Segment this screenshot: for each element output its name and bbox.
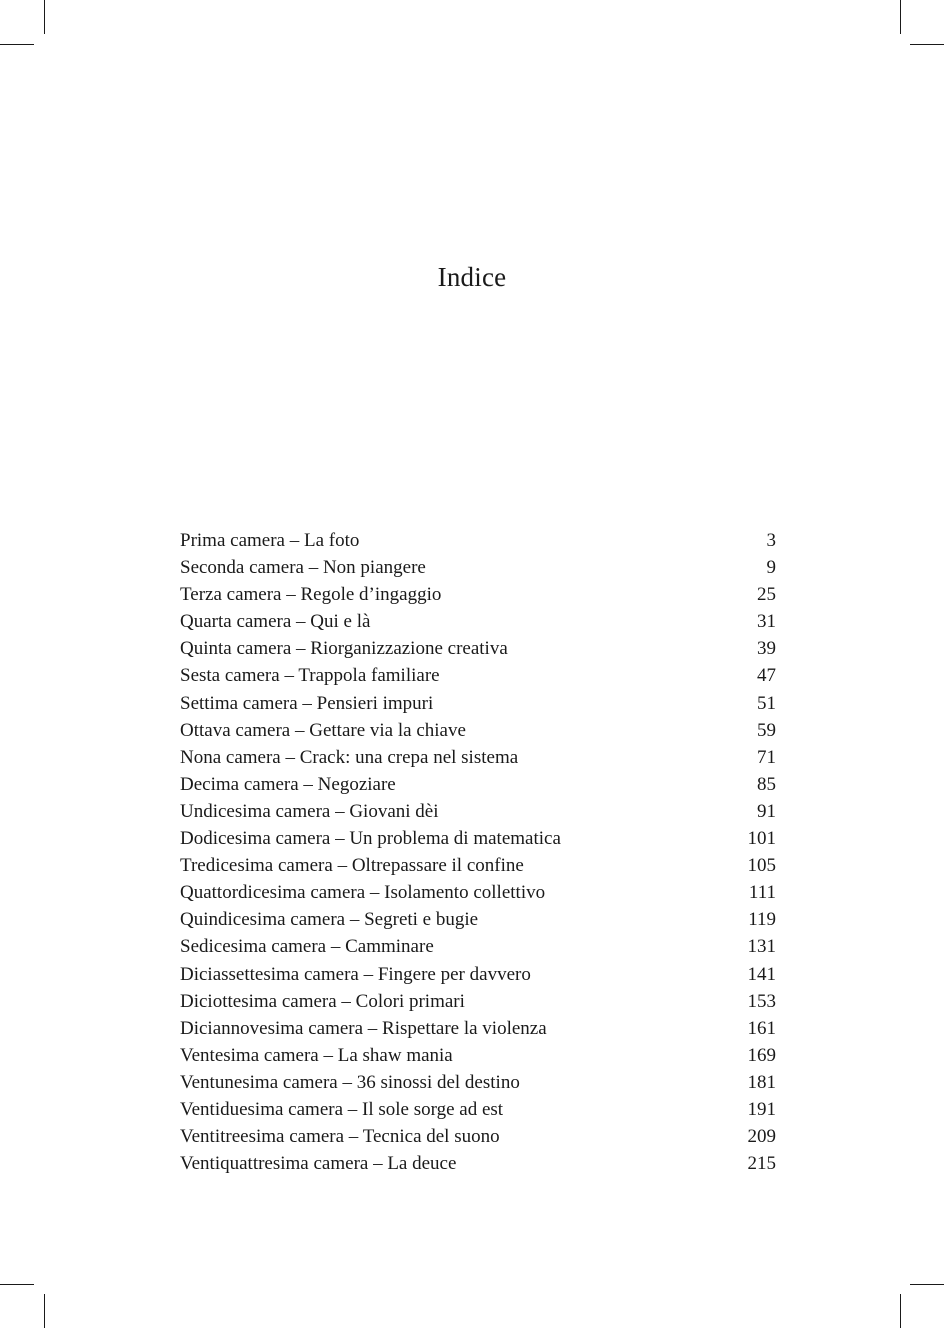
crop-mark-bottom-left-vertical bbox=[44, 1294, 45, 1328]
toc-entry bbox=[180, 961, 776, 988]
toc-entry-page-number: 141 bbox=[747, 963, 776, 985]
toc-entry-page-number: 25 bbox=[757, 584, 776, 606]
toc-entry bbox=[180, 1015, 776, 1042]
toc-entry bbox=[180, 662, 776, 689]
toc-entry-page-number: 51 bbox=[757, 692, 776, 714]
toc-entry-title: Quindicesima camera – Segreti e bugie bbox=[180, 909, 479, 931]
toc-entry-page-number: 181 bbox=[747, 1071, 776, 1093]
toc-entry bbox=[180, 1069, 776, 1096]
toc-entry-title: Quattordicesima camera – Isolamento collettivo bbox=[180, 882, 546, 904]
toc-entry-page-number: 101 bbox=[747, 828, 776, 850]
toc-entry bbox=[180, 717, 776, 744]
toc-entry-title: Ventunesima camera – 36 sinossi del destino bbox=[180, 1071, 520, 1093]
toc-entry-title: Undicesima camera – Giovani dèi bbox=[180, 800, 439, 822]
toc-entry-title: Ottava camera – Gettare via la chiave bbox=[180, 719, 466, 741]
toc-entry-title: Diciottesima camera – Colori primari bbox=[180, 990, 465, 1012]
toc-entry-page-number: 85 bbox=[757, 773, 776, 795]
toc-entry-title: Quinta camera – Riorganizzazione creativa bbox=[180, 638, 508, 660]
toc-entry bbox=[180, 798, 776, 825]
crop-mark-top-left-horizontal bbox=[0, 44, 34, 45]
toc-entry bbox=[180, 690, 776, 717]
toc-entry-title: Ventiquattresima camera – La deuce bbox=[180, 1153, 457, 1175]
toc-entry bbox=[180, 825, 776, 852]
toc-entry bbox=[180, 1123, 776, 1150]
page-title: Indice bbox=[437, 262, 507, 292]
toc-entry bbox=[180, 933, 776, 960]
toc-entry-page-number: 111 bbox=[748, 882, 776, 904]
toc-entry-page-number: 39 bbox=[757, 638, 776, 660]
toc-entry-title: Sesta camera – Trappola familiare bbox=[180, 665, 440, 687]
toc-entry-title: Tredicesima camera – Oltrepassare il confine bbox=[180, 855, 524, 877]
toc-entry-title: Quarta camera – Qui e là bbox=[180, 611, 371, 633]
toc-entry-title: Diciannovesima camera – Rispettare la violenza bbox=[180, 1017, 547, 1039]
toc-entry bbox=[180, 1150, 776, 1177]
toc-entry-title: Prima camera – La foto bbox=[180, 530, 360, 551]
toc-entry-page-number: 71 bbox=[757, 746, 776, 768]
toc-entry bbox=[180, 988, 776, 1015]
toc-entry-page-number: 209 bbox=[747, 1126, 776, 1148]
crop-mark-top-right-vertical bbox=[900, 0, 901, 34]
toc-entry-page-number: 31 bbox=[757, 611, 776, 633]
toc-entry bbox=[180, 906, 776, 933]
toc-entry-page-number: 169 bbox=[747, 1044, 776, 1066]
crop-mark-top-right-horizontal bbox=[910, 44, 944, 45]
toc-entry-title: Dodicesima camera – Un problema di matematica bbox=[180, 828, 561, 850]
toc-entry-page-number: 9 bbox=[766, 557, 776, 579]
toc-entry-page-number: 161 bbox=[747, 1017, 776, 1039]
toc-entry-page-number: 215 bbox=[747, 1153, 776, 1175]
toc-entry-page-number: 105 bbox=[747, 855, 776, 877]
toc-entry bbox=[180, 608, 776, 635]
toc-entry-title: Settima camera – Pensieri impuri bbox=[180, 692, 434, 714]
toc-entry-title: Terza camera – Regole d’ingaggio bbox=[180, 584, 442, 606]
toc-entry-page-number: 47 bbox=[757, 665, 776, 687]
toc-entry bbox=[180, 771, 776, 798]
toc-entry bbox=[180, 1096, 776, 1123]
toc-entry-page-number: 119 bbox=[748, 909, 776, 931]
toc-entry-title: Seconda camera – Non piangere bbox=[180, 557, 426, 579]
toc-entry-page-number: 91 bbox=[757, 800, 776, 822]
toc-entry-title: Decima camera – Negoziare bbox=[180, 773, 396, 795]
crop-mark-bottom-left-horizontal bbox=[0, 1284, 34, 1285]
toc-entry bbox=[180, 744, 776, 771]
crop-mark-bottom-right-horizontal bbox=[910, 1284, 944, 1285]
toc-entry-title: Ventitreesima camera – Tecnica del suono bbox=[180, 1126, 500, 1148]
toc-entry bbox=[180, 879, 776, 906]
toc-entry-page-number: 153 bbox=[747, 990, 776, 1012]
toc-entry bbox=[180, 635, 776, 662]
toc-entry-title: Ventiduesima camera – Il sole sorge ad est bbox=[180, 1098, 504, 1120]
toc-entry-page-number: 3 bbox=[766, 530, 776, 551]
table-of-contents bbox=[180, 527, 776, 1177]
toc-entry-page-number: 191 bbox=[747, 1098, 776, 1120]
toc-entry bbox=[180, 852, 776, 879]
toc-entry-page-number: 131 bbox=[747, 936, 776, 958]
toc-entry bbox=[180, 1042, 776, 1069]
toc-entry-title: Sedicesima camera – Camminare bbox=[180, 936, 434, 958]
toc-entry-title: Nona camera – Crack: una crepa nel sistema bbox=[180, 746, 519, 768]
crop-mark-top-left-vertical bbox=[44, 0, 45, 34]
toc-entry bbox=[180, 581, 776, 608]
toc-entry-title: Diciassettesima camera – Fingere per davvero bbox=[180, 963, 531, 985]
toc-entry bbox=[180, 554, 776, 581]
toc-entry bbox=[180, 527, 776, 554]
toc-entry-page-number: 59 bbox=[757, 719, 776, 741]
crop-mark-bottom-right-vertical bbox=[900, 1294, 901, 1328]
toc-entry-title: Ventesima camera – La shaw mania bbox=[180, 1044, 453, 1066]
